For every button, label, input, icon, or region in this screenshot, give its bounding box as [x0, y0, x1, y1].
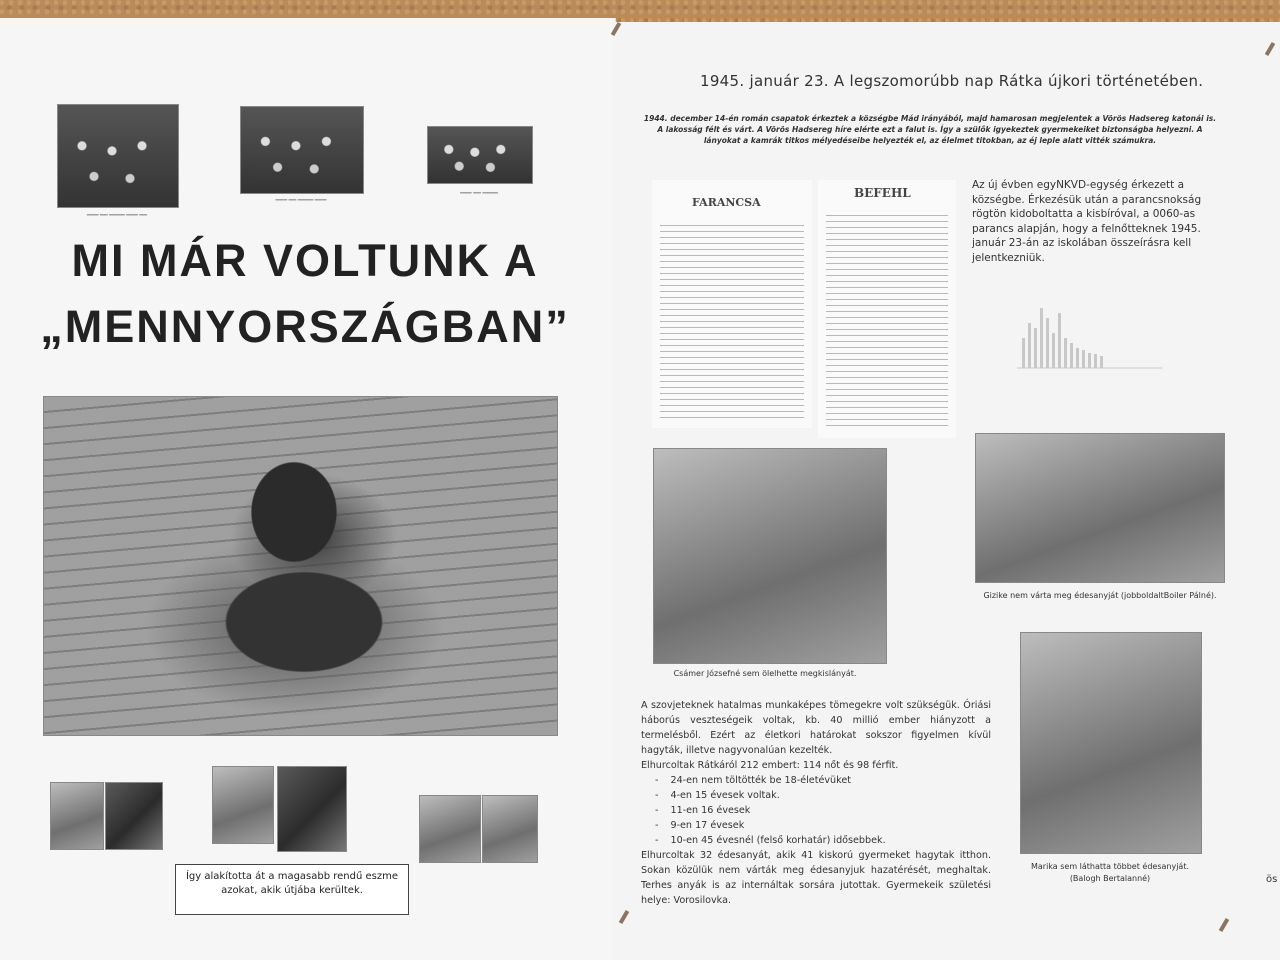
list-item: - 10-en 45 évesnél (felső korhatár) idősebbek. — [663, 833, 991, 848]
list-item: - 11-en 16 évesek — [663, 803, 991, 818]
nkvd-paragraph: Az új évben egyNKVD-egység érkezett a községbe. Érkezésük után a parancsnokság rögtön kidoboltatta a kisbíróval, a 0060-as parancs alapján, hogy a felnőtteknek 1945. január 23-án az iskolában összeírásra kell jelentkezniük. — [972, 179, 1202, 264]
list-item: - 24-en nem töltötték be 18-életévüket — [663, 773, 991, 788]
family-photo-marika — [1020, 632, 1202, 854]
date-heading: 1945. január 23. A legszomorúbb nap Rátka újkori történetében. — [700, 72, 1204, 90]
order-document-german — [818, 180, 956, 438]
age-breakdown-list — [641, 773, 991, 848]
group-photo-1 — [57, 104, 179, 208]
main-title-line-1: MI MÁR VOLTUNK A — [71, 235, 539, 286]
order-document-hungarian-title: FARANCSA — [692, 196, 761, 209]
miner-figure — [194, 452, 414, 712]
portrait-woman-2 — [419, 795, 481, 863]
list-item: - 9-en 17 évesek — [663, 818, 991, 833]
caption-gizike: Gizike nem várta meg édesanyját (jobboldaltBoiler Pálné). — [983, 591, 1217, 600]
group-photo-1-caption: ▁▁▁ ▁▁ ▁▁▁▁ ▁▁▁ ▁▁ — [86, 210, 148, 216]
family-photo-gizike — [975, 433, 1225, 583]
bottom-caption-box: Így alakította át a magasabb rendű eszme azokat, akik útjába kerültek. — [175, 864, 409, 915]
group-photo-3 — [427, 126, 533, 184]
group-photo-3-caption: ▁▁▁ ▁▁ ▁▁▁▁ — [460, 188, 498, 194]
group-photo-2-caption: ▁▁▁ ▁▁ ▁▁▁▁ ▁▁▁ — [275, 195, 327, 201]
main-title — [10, 228, 600, 360]
intro-paragraph: 1944. december 14-én román csapatok érkeztek a községbe Mád irányából, majd hamarosan megjelentek a Vörös Hadsereg katonái is. A lakosság félt és várt. A Vörös Hadsereg híre elérte ezt a falut is. Így a szülők igyekeztek gyermekeiket biztonságba helyezni. A lányokat a kamrák titkos mélyedéseibe helyezték el, az élelmet titokban, az éj leple alatt vitték számukra. — [643, 114, 1217, 145]
portrait-man-3 — [482, 795, 538, 863]
family-photo-csamer — [653, 448, 887, 664]
faint-bar-graphic — [1012, 268, 1172, 398]
deportation-summary: Elhurcoltak Rátkáról 212 embert: 114 nőt és 98 férfit. — [641, 760, 899, 771]
deportation-closing: Elhurcoltak 32 édesanyát, akik 41 kiskorú gyermeket hagytak itthon. Sokan közülük nem várták meg édesanyjuk hazatérését, meghaltak. Terhes anyák is az internáltak sorsára jutottak. Gyermekeik születési helye: Vorosilovka. — [641, 850, 991, 906]
deportation-text — [641, 698, 991, 908]
group-photo-2 — [240, 106, 364, 194]
caption-csamer: Csámer Józsefné sem ölelhette megkislányát. — [673, 669, 857, 678]
edge-text-fragment: ös — [1266, 874, 1278, 885]
portrait-man-2 — [277, 766, 347, 852]
deportation-paragraph: A szovjeteknek hatalmas munkaképes tömegekre volt szükségük. Óriási háborús veszteségeik voltak, kb. 40 millió ember hiányzott a termelésből. Ezért az életkori határokat sokszor figyelmen kívül hagyták, illetve nagyvonalúan kezelték. — [641, 700, 991, 756]
order-document-german-title: BEFEHL — [854, 186, 911, 200]
caption-marika: Marika sem láthatta többet édesanyját.(Balogh Bertalanné) — [1030, 862, 1190, 883]
miner-statue-photo — [43, 396, 558, 736]
portrait-man-1 — [105, 782, 163, 850]
main-title-line-2: „MENNYORSZÁGBAN” — [40, 301, 570, 352]
portrait-woman-1 — [50, 782, 104, 850]
portrait-young-man — [212, 766, 274, 844]
list-item: - 4-en 15 évesek voltak. — [663, 788, 991, 803]
order-document-hungarian-text — [660, 220, 804, 420]
order-document-hungarian — [652, 180, 812, 428]
order-document-german-text — [826, 210, 948, 430]
